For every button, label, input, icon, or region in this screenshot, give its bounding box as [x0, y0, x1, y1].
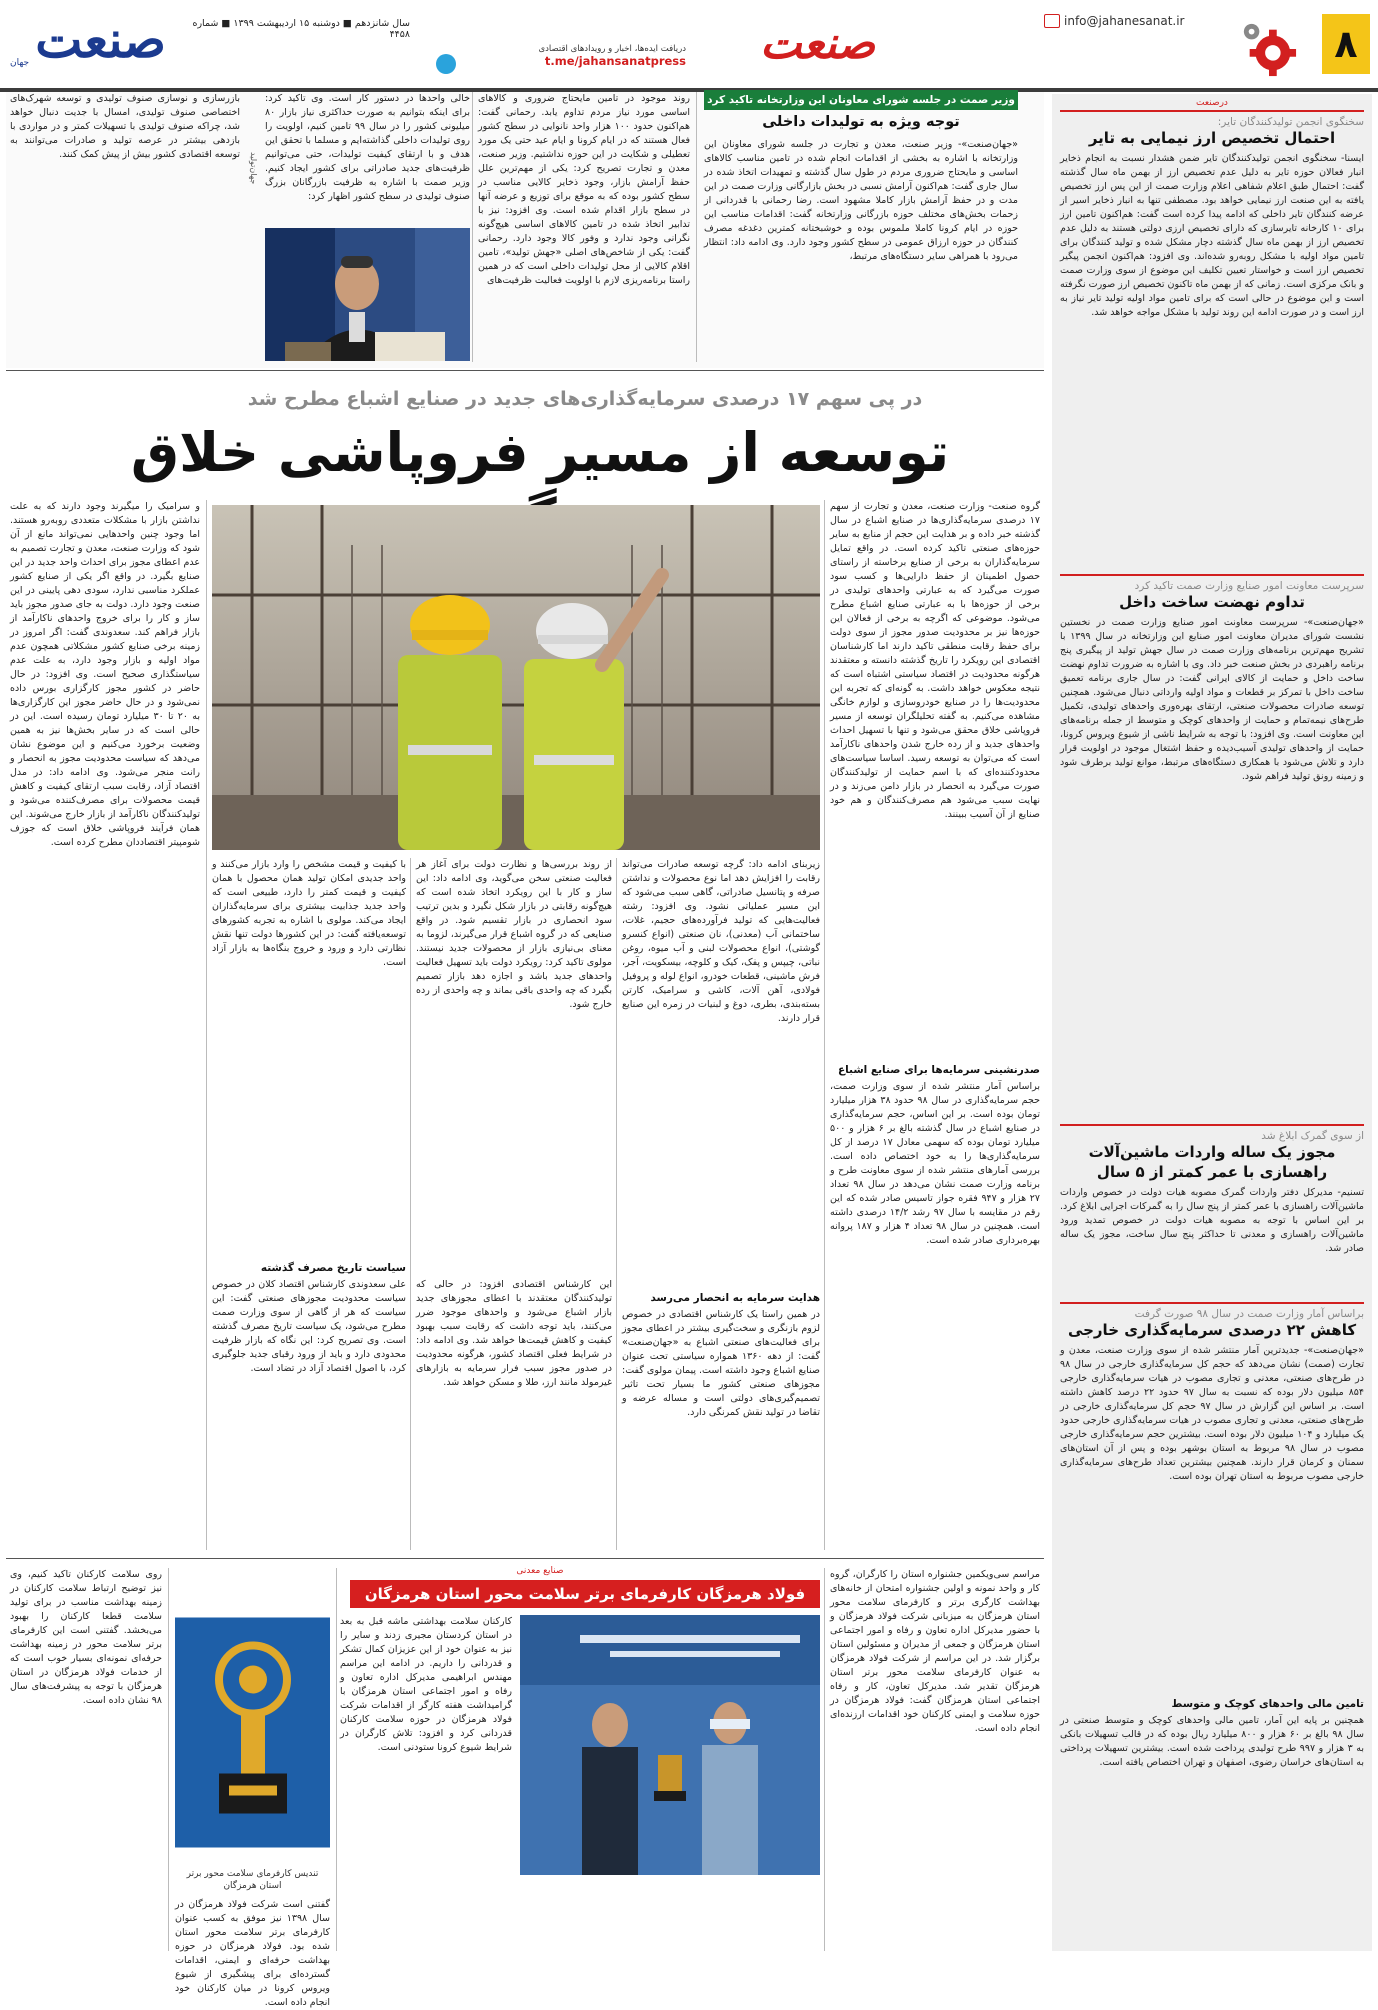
email-address[interactable]: info@jahanesanat.ir — [1064, 14, 1185, 28]
trophy-photo — [175, 1600, 330, 1865]
main-col-right — [830, 500, 1040, 1550]
sidebar-section-label: درصنعت — [1196, 98, 1228, 108]
main-col-4-bottom: علی سعدوندی کارشناس اقتصاد کلان در خصوص سیاست محدودیت مجوزهای صنعتی گفت: این سیاست که هر از گاهی از سوی وزارت صمت مطرح می‌شود، یک سیاست تاریخ مصرف گذشته است. وی تصریح کرد: این نگاه که بازار ظرفیت محدودی دارد و باید از ورود رقبای جدید جلوگیری کرد، با اصول اقتصاد آزاد در تضاد است. — [212, 1279, 406, 1374]
main-subhead-1: صدرنشینی سرمایه‌ها برای صنایع اشباع — [837, 1064, 1040, 1076]
sidebar — [1052, 94, 1372, 1951]
main-col-4 — [212, 858, 406, 1550]
telegram-icon — [436, 54, 456, 74]
construction-workers-photo — [212, 505, 820, 850]
minister-photo — [265, 228, 470, 361]
column-rule — [824, 1568, 825, 1951]
column-rule — [206, 500, 207, 1550]
story-kicker: سخنگوی انجمن تولیدکنندگان تایر: — [1217, 116, 1364, 128]
telegram-link[interactable]: t.me/jahansanatpress — [544, 54, 686, 68]
main-col-right-bottom: براساس آمار منتشر شده از سوی وزارت صمت، حجم سرمایه‌گذاری در سال ۹۸ حدود ۳۸ هزار میلیارد تومان بوده است. بر این اساس، حجم سرمایه‌گذاری در صنایع اشباع در سال گذشته بالغ بر ۶ هزار و ۵۰۰ میلیارد تومان بوده که سهمی معادل ۱۷ درصد از کل سرمایه‌گذاری‌ها را به خود اختصاص داده است. بررسی آمارهای منتشر شده از سوی معاونت طرح و برنامه وزارت صمت نشان می‌دهد در سال ۹۸ تعداد ۲۷ هزار و ۹۴۷ فقره جواز تاسیس صادر شده که این رقم در مقایسه با سال ۹۷ رشد ۱۴/۲ درصدی داشته است. همچنین در سال ۹۸ تعداد ۴ هزار و ۱۸۷ پروانه بهره‌برداری صادر شده است. — [830, 1081, 1040, 1246]
bottom-col-2: کارکنان سلامت بهداشتی ماشه قبل به بعد در استان کردستان مجیری زدند و سایر را نیز به عنوان خود از این عزیزان کمال تشکر و قدردانی را داریم. در ادامه این مراسم مهندس ابراهیمی مدیرکل اداره تعاون و رفاه و امور اجتماعی استان هرمزگان با گرامیداشت هفته کارگر از اقدامات شرکت فولاد هرمزگان در حوزه سلامت کارکنان قدردانی کرد و افزود: تلاش کارگران در شرایط شیوع کرونا ستودنی است. — [340, 1616, 512, 1753]
gear-icon — [1240, 20, 1298, 78]
bottom-col-4: روی سلامت کارکنان تاکید کنیم، وی نیز توضیح ارتباط سلامت کارکنان در زمینه بهداشت مناسب در برای تولید سلامت قطعا کارکنان را بهبود می‌بخشد. گفتنی است این کارفرمای برتر سلامت محور در زمینه بهداشت حرفه‌ای نمونه‌ای بسیار خوب است که از خدمات فولاد هرمزگان در استان هرمزگان با توجه به پیشرفت‌های سال ۹۸ نشان داده است. — [10, 1569, 162, 1706]
section-divider — [6, 370, 1044, 371]
story-kicker: سرپرست معاونت امور صنایع وزارت صمت تاکید کرد — [1134, 580, 1364, 592]
main-headline: توسعه از مسیر فروپاشی خلاق — [130, 421, 950, 484]
sidebar-story-4 — [1052, 1308, 1372, 1910]
mail-icon — [1044, 14, 1060, 28]
story-kicker: براساس آمار وزارت صمت در سال ۹۸ صورت گرفت — [1134, 1308, 1364, 1320]
top-story-col-2: روند موجود در تامین مایحتاج ضروری و کالاهای اساسی مورد نیاز مردم تداوم یابد. رحمانی گفت: هم‌اکنون حدود ۱۰۰ هزار واحد نانوایی در سطح کشور فعال هستند که در ایام کرونا و ایام عید حتی یک مورد تعطیلی و شکایت در این حوزه نداشتیم. وزیر صنعت، معدن و تجارت تصریح کرد: یکی از مهم‌ترین علل حفظ آرامش بازار، وجود ذخایر کالایی مناسب در سطح کشور بوده که به موقع برای توزیع و عرضه آنها در سطح بازار اقدام شده است. وی افزود: نیز با تدابیر اتخاذ شده در تامین کالاهای اساسی هیچ‌گونه نگرانی وجود ندارد و وفور کالا وجود دارد. رحمانی گفت: یکی از شاخص‌های اصلی «جهش تولید»، تامین اقلام کالایی از محل تولیدات داخلی است که در همین راستا برنامه‌ریزی لازم با اولویت فعالیت ظرفیت‌های — [478, 93, 691, 286]
story-title: احتمال تخصیص ارز نیمایی به تایر — [1088, 129, 1336, 147]
telegram-box — [418, 44, 686, 78]
main-col-3-top: از روند بررسی‌ها و نظارت دولت برای آغاز هر فعالیت صنعتی سخن می‌گوید، وی ادامه داد: این ساز و کار با این رویکرد اتخاذ شده است که هیچ‌گونه رقابتی در بازار شکل نگیرد و بدین ترتیب سود انحصاری در بازار تقسیم شود. در واقع صنایعی که در گروه اشباع قرار می‌گیرند، لزوما به معنای بی‌نیازی بازار از محصولات جدید نیستند. مولوی تاکید کرد: رویکرد دولت باید تسهیل فعالیت واحدهای جدید باشد و اجازه دهد بازار تصمیم بگیرد که چه واحدی باقی بماند و چه واحدی از رده خارج شود. — [416, 859, 612, 1010]
column-rule — [472, 92, 473, 362]
bottom-col-3: گفتنی است شرکت فولاد هرمزگان در سال ۱۳۹۸ نیز موفق به کسب عنوان کارفرمای برتر سلامت محور استان شده بود. فولاد هرمزگان در حوزه بهداشت حرفه‌ای و ایمنی، اقدامات گسترده‌ای برای پیشگیری از شیوع ویروس کرونا در میان کارکنان خود انجام داده است. — [175, 1899, 330, 2008]
story-title: مجوز یک ساله واردات ماشین‌آلات راهسازی با عمر کمتر از ۵ سال — [1088, 1143, 1336, 1181]
logo — [6, 12, 166, 80]
award-ceremony-photo — [520, 1615, 820, 1875]
bottom-col-1: مراسم سی‌ویکمین جشنواره استان را کارگران، گروه کار و واحد نمونه و اولین جشنواره امتحان از خانه‌های بهداشت کارگری برتر و کارفرمای سلامت محور استان هرمزگان به میزبانی شرکت فولاد هرمزگان و با حضور مدیرکل اداره تعاون و رفاه و امور اجتماعی استان هرمزگان و جمعی از مدیران و مسئولین استان برگزار شد. در این مراسم از شرکت فولاد هرمزگان به عنوان کارفرمای سلامت محور برتر استان هرمزگان تقدیر شد. مدیرکل تعاون، کار و رفاه اجتماعی استان هرمزگان گفت: فولاد هرمزگان در حوزه سلامت و ایمنی کارکنان خود اقدامات ارزنده‌ای انجام داده است. — [830, 1569, 1040, 1734]
top-story-kicker: وزیر صمت در جلسه شورای معاونان این وزارتخانه تاکید کرد — [704, 90, 1018, 110]
logo-small-text: جهان — [10, 58, 30, 68]
main-col-2-top: زیربنای ادامه داد: گرچه توسعه صادرات می‌تواند رقابت را افزایش دهد اما نوع محصولات و نداشتن صرفه و پتانسیل صادراتی، گاهی سبب می‌شود که این مسیر عملیاتی نشود. وی افزود: رشته فعالیت‌هایی که تولید فرآورده‌های حجیم، غلات، ساختمانی آب (معدنی)، نان صنعتی (انواع کنسرو گوشتی)، انواع محصولات لبنی و آب میوه، روغن نباتی، چیپس و پفک، کیک و کلوچه، بیسکویت، آجر، فرش ماشینی، قطعات خودرو، انواع لوله و پروفیل فولادی، آهن آلات، کاشی و سرامیک، کارتن بسته‌بندی، بطری، دوغ و لبنیات در زمره این صنایع قرار دارند. — [622, 859, 820, 1024]
main-subhead-2: هدایت سرمایه به انحصار می‌رسد — [650, 1292, 820, 1304]
logo-text: صنعت — [35, 10, 166, 69]
bottom-headline: فولاد هرمزگان کارفرمای برتر سلامت محور استان هرمزگان — [350, 1580, 820, 1608]
main-col-3 — [416, 858, 612, 1550]
column-rule — [696, 92, 697, 362]
main-col-left: و سرامیک را میگیرند وجود دارند که به علت نداشتن بازار با مشکلات متعددی روبه‌رو هستند. اما وجود چنین واحدهایی نمی‌تواند مانع از آن شود که وزارت صنعت، معدن و تجارت تصمیم به عدم اعطای مجوز برای احداث واحد جدید در این صنایع بگیرد. در واقع اگر یکی از صنایع کشور عملکرد مناسبی ندارد، سودی دهی پایینی در این صنعت وجود دارد. دولت به جای صدور مجوز باید ساز و کار را برای خروج واحدهای ناکارآمد از بازار فراهم کند. سعدوندی گفت: اگر امروز در زمینه برخی صنایع کشور مشکلاتی همچون عدم مواد اولیه و بازار وجود دارد، به علت عدم سیاستگذاری صحیح است. وی افزود: در حال حاضر در کشور مجوز کارگزاری بورس داده نمی‌شود و در حال حاضر مجوز این کارگزاری‌ها به ۲۰ تا ۳۰ میلیارد تومان رسیده است. این در حالی است که در سایر بخش‌ها نیز به همین وضعیت برخورد می‌کنیم و این موضوع نشان می‌دهد که سیاست محدودیت مجوز به انحصار و رانت منجر می‌شود. وی ادامه داد: در مدل اقتصاد آزاد، رقابت سبب ارتقای کیفیت و کاهش قیمت محصولات برای مصرف‌کننده می‌شود و تولیدکنندگان ناکارآمد از بازار خارج می‌شوند. این همان فرآیند فروپاشی خلاق است که جوزف شومپیتر اقتصاددان مطرح کرده است. — [10, 501, 200, 848]
photo-caption: جهان‌تولید — [249, 152, 258, 185]
sidebar-divider — [1060, 1302, 1364, 1304]
column-rule — [824, 500, 825, 1550]
top-story-col-1: «جهان‌صنعت»- وزیر صنعت، معدن و تجارت در جلسه شورای معاونان این وزارتخانه با اشاره به بخشی از اقدامات انجام شده در تامین مناسب کالاهای اساسی و مایحتاج ضروری مردم در طول سال گذشته و تمهیدات اتخاذ شده در سال جاری گفت: هم‌اکنون آرامش نسبی در بخش بازارگانی وزارت صمت در این مدت و در حفظ آرامش بازار کاملا مشهود است. رضا رحمانی با قدردانی از زحمات بخش‌های مختلف حوزه بازرگانی وزارتخانه گفت: اقدامات مناسب این حوزه در ایام کرونا کاملا ملموس بوده و خوشبختانه کمترین دغدغه مصرف کنندگان در حوزه ارزاق عمومی در سطح کشور وجود دارد. وی ادامه داد: انتظار می‌رود با همراهی سایر دستگاه‌های مرتبط، — [704, 139, 1018, 262]
sidebar-divider — [1060, 110, 1364, 112]
masthead-small: صنعت — [760, 18, 876, 69]
sidebar-divider — [1060, 1124, 1364, 1126]
top-story-col-3: خالی واحدها در دستور کار است. وی تاکید کرد: برای اینکه بتوانیم به صورت حداکثری نیاز بازار ۸۰ میلیونی کشور را در سال ۹۹ تامین کنیم، اولویت را روی تولیدات داخلی گذاشته‌ایم و مسلما با تحقق این هدف و با ارتقای کیفیت تولیدات، حتی می‌توانیم ظرفیت‌های جدید صادراتی برای کشور ایجاد کنیم. وزیر صمت با اشاره به ظرفیت بازرگانان بزرگ صنوف تولیدی در سطح کشور اظهار کرد: — [265, 93, 470, 202]
column-rule — [336, 1568, 337, 1951]
main-col-2 — [622, 858, 820, 1550]
main-kicker: در پی سهم ۱۷ درصدی سرمایه‌گذاری‌های جدید در صنایع اشباع مطرح شد — [247, 388, 923, 410]
story-body: تسنیم- مدیرکل دفتر واردات گمرک مصوبه هیات دولت در خصوص واردات ماشین‌آلات راهسازی با عمر کمتر از پنج سال را به گمرکات اجرایی ابلاغ کرد. بر این اساس با توجه به مصوبه هیات دولت در خصوص تمدید ورود ماشین‌آلات راهسازی و معدنی تا حداکثر پنج سال ساخت، مجوز یک ساله صادر شد. — [1060, 1187, 1364, 1254]
bottom-section-label: صنایع معدنی — [516, 1566, 564, 1576]
story-body: ایسنا- سخنگوی انجمن تولیدکنندگان تایر ضمن هشدار نسبت به انجام ذخایر انبار فعالان حوزه تایر به دلیل عدم تخصیص ارز از بهمن ماه سال گذشته گفت: احتمال طبق اعلام شفاهی اعلام وزارت صمت از این پس ارز تخصیص یافته به این صنعت ارز نیمایی خواهد بود. مصطفی تنها به انبار ذخایر اسیر از عرضه‌ کنندگان تایر داخلی که ادامه پیدا کرده است گفت: هم‌اکنون تامین ارز برای ۱۰ کارخانه تایرسازی که دارای تخصیص ارزی دولتی هستند به دلیل عدم تخصیص ارز از بهمن ماه سال گذشته دچار مشکل شده و تولید کنندگان برای تامین مواد اولیه با مشکل روبه‌رو شده‌اند. وی افزود: هم‌اکنون انجمن پیگیر تخصیص ارز است و خواستار تعیین تکلیف این موضوع از سوی وزارت صمت و بانک مرکزی است. زمانی که از بهمن ماه تاکنون تخصیص ارز صورت نگرفته است و این موضوع در حالی است که برای تامین مواد اولیه تولید تایر نیاز به ارز است و در صورت ادامه این روند تولید با مشکل مواجه خواهد شد. — [1060, 153, 1364, 318]
sidebar-divider — [1060, 574, 1364, 576]
story-kicker: از سوی گمرک ابلاغ شد — [1261, 1130, 1364, 1142]
story-subhead: تامین مالی واحدهای کوچک و متوسط — [1171, 1698, 1364, 1710]
main-col-3-bottom: این کارشناس اقتصادی افزود: در حالی که تولیدکنندگان معتقدند با اعطای مجوزهای جدید بازار اشباع می‌شود و واحدهای موجود ضرر می‌کنند، باید توجه داشت که رقابت سبب بهبود کیفیت و کاهش قیمت‌ها خواهد شد. وی ادامه داد: در شرایط فعلی اقتصاد کشور، هرگونه محدودیت در صدور مجوز سبب فرار سرمایه به بازارهای غیرمولد مانند ارز، طلا و مسکن خواهد شد. — [416, 1279, 612, 1388]
column-rule — [168, 1568, 169, 1951]
issue-info: سال شانزدهم ■ دوشنبه ۱۵ اردیبهشت ۱۳۹۹ ■ شماره ۴۴۵۸ — [192, 18, 410, 40]
page-number: ۸ — [1322, 14, 1370, 74]
column-rule — [410, 858, 411, 1550]
top-story-col-4: بازرسازی و نوسازی صنوف تولیدی و توسعه شهرک‌های اختصاصی صنوف تولیدی، امسال با جدیت دنبال خواهد شد، چراکه صنوف تولیدی با تسهیلات کمتر و در مواردی با بازدهی بیشتر در عرصه تولید و صادرات می‌توانند به توسعه اقتصادی کشور بیش از پیش کمک کنند. — [10, 93, 240, 160]
main-col-4-top: با کیفیت و قیمت مشخص را وارد بازار می‌کنند و واحد جدیدی امکان تولید همان محصول با همان کیفیت و قیمت کمتر را دارد، طبیعی است که واحد جدید جذابیت بیشتری برای سرمایه‌گذاران ایجاد می‌کند. مولوی با اشاره به تجربه کشورهای توسعه‌یافته گفت: در این کشورها دولت تنها نقش نظارتی دارد و ورود و خروج بنگاه‌ها به بازار آزاد است. — [212, 859, 406, 968]
column-rule — [616, 858, 617, 1550]
sidebar-story-1 — [1052, 116, 1372, 570]
top-story-title: توجه ویژه به تولیدات داخلی — [762, 114, 960, 130]
top-story-col-4-wrap — [10, 92, 258, 362]
story-title: تداوم نهضت ساخت داخل — [1119, 593, 1305, 611]
trophy-caption: تندیس کارفرمای سلامت محور برتر استان هرمزگان — [186, 1869, 319, 1891]
section-divider — [6, 1558, 1044, 1559]
telegram-heading: دریافت ایده‌ها، اخبار و رویدادهای اقتصادی — [538, 44, 686, 54]
main-subhead-3: سیاست تاریخ مصرف گذشته — [260, 1262, 406, 1274]
story-body: «جهان‌صنعت»- سرپرست معاونت امور صنایع وزارت صمت در نخستین نشست شورای مدیران معاونت امور صنایع این وزارتخانه در سال ۱۳۹۹ با تشریح مهم‌ترین برنامه‌های وزارت صمت در سال جهش تولید از پیگیری پنج برنامه راهبردی در بخش صنعت خبر داد. وی با اشاره به ضرورت تداوم نهضت ساخت داخل و حمایت از کالای ایرانی گفت: در سال جاری برنامه تعمیق ساخت داخل با تمرکز بر قطعات و مواد اولیه وارداتی دنبال می‌شود. همچنین توسعه صادرات محصولات صنعتی، ارتقای بهره‌وری واحدهای تولیدی، تکمیل طرح‌های نیمه‌تمام و حمایت از واحدهای کوچک و متوسط از جمله برنامه‌های این معاونت است. وی افزود: با توجه به شرایط ناشی از شیوع ویروس کرونا، حمایت از واحدهای تولیدی آسیب‌دیده و حفظ اشتغال موجود در اولویت قرار دارد و تلاش می‌شود با همکاری دستگاه‌های مرتبط، موانع تولید برطرف شود و زمینه رونق تولید فراهم شود. — [1060, 617, 1364, 782]
story-body: «جهان‌صنعت»- جدیدترین آمار منتشر شده از سوی وزارت صنعت، معدن و تجارت (صمت) نشان می‌دهد که حجم کل سرمایه‌گذاری خارجی در سال ۹۸ در طرح‌های صنعتی، معدنی و تجاری مصوب در هیات سرمایه‌گذاری خارجی ۸۵۴ میلیون دلار بوده که نسبت به سال ۹۷ حدود ۲۲ درصد کاهش داشته است. بر اساس این گزارش در سال ۹۷ حجم کل سرمایه‌گذاری خارجی در طرح‌های صنعتی، معدنی و تجاری مصوب در هیات سرمایه‌گذاری خارجی حدود یک میلیارد و ۱۰۴ میلیون دلار بوده است. بیشترین حجم سرمایه‌گذاری خارجی مصوب در سال ۹۸ مربوط به استان بوشهر بوده و پس از آن استان‌های سمنان و کرمان قرار دارند. همچنین بیشترین تعداد طرح‌های سرمایه‌گذاری خارجی مصوب مربوط به استان تهران بوده است. — [1060, 1345, 1365, 1482]
main-col-right-top: گروه صنعت- وزارت صنعت، معدن و تجارت از سهم ۱۷ درصدی سرمایه‌گذاری‌ها در صنایع اشباع در سال گذشته خبر داده و بر هدایت این حجم از منابع به سایر حوزه‌های صنعتی تاکید کرده است. در واقع تمایل سرمایه‌گذاران به برخی از صنایع برخاسته از راستای حصول اطمینان از حفظ دارایی‌ها و کسب سود صورت می‌گیرد که به عبارتی واحدهای تولیدی در برخی از حوزه‌ها با به عبارتی صنایع اشباع مطرح می‌شود. موضوعی که اگرچه به برخی از فعالان این حوزه‌ها نیز بر محدودیت صدور مجوز از سوی دولت برای حفظ رقابت منطقی تاکید دارند اما کارشناسان اقتصادی این رویکرد را تاریخ گذشته دانسته و معتقدند هرگونه محدودیت در اقتصاد سیاستی اشتباه است که نتیجه معکوس خواهد داشت. به گونه‌ای که تجربه این محدودیت‌ها را در صنایع خودروسازی و لوازم خانگی مشاهده می‌کنیم. به گفته تحلیلگران توسعه از مسیر فروپاشی خلاق محقق می‌شود و تنها با تسهیل احداث واحدهای جدید و از رده خارج شدن واحدهای ناکارآمد است که می‌توان به توسعه رسید. اساسا سیاست‌های محدودکننده‌ای که با اسم حمایت از تولیدکنندگان صورت می‌گیرد به انحصار در بازار دامن می‌زند و در نهایت سبب می‌شود هم مصرف‌کنندگان و هم خود صنایع از آن آسیب ببینند. — [830, 501, 1040, 820]
story-title: کاهش ۲۲ درصدی سرمایه‌گذاری خارجی — [1067, 1321, 1357, 1339]
main-col-2-bottom: در همین راستا یک کارشناس اقتصادی در خصوص لزوم بازنگری و سخت‌گیری بیشتر در اعطای مجوز برای فعالیت‌های صنعتی اشباع به «جهان‌صنعت» گفت: از دهه ۱۳۶۰ همواره سیاستی تحت عنوان صنایع اشباع وجود داشته است. پیمان مولوی گفت: مجوزهای صنعتی کشور ما بسیار تحت تاثیر تصمیم‌گیری‌های دولتی است و مساله عرضه و تقاضا در تولید نقش کمرنگی دارد. — [622, 1309, 820, 1418]
sidebar-story-3 — [1052, 1130, 1372, 1298]
sidebar-story-2 — [1052, 580, 1372, 1120]
story-body-2: همچنین بر پایه این آمار، تامین مالی واحدهای کوچک و متوسط صنعتی در سال ۹۸ بالغ بر ۶۰ هزار و ۸۰۰ میلیارد ریال بوده که در قالب تسهیلات بانکی به ۳ هزار و ۹۹۷ طرح تولیدی پرداخت شده است. بیشترین تسهیلات پرداختی به استان‌های خراسان رضوی، اصفهان و تهران اختصاص یافته است. — [1060, 1715, 1364, 1768]
